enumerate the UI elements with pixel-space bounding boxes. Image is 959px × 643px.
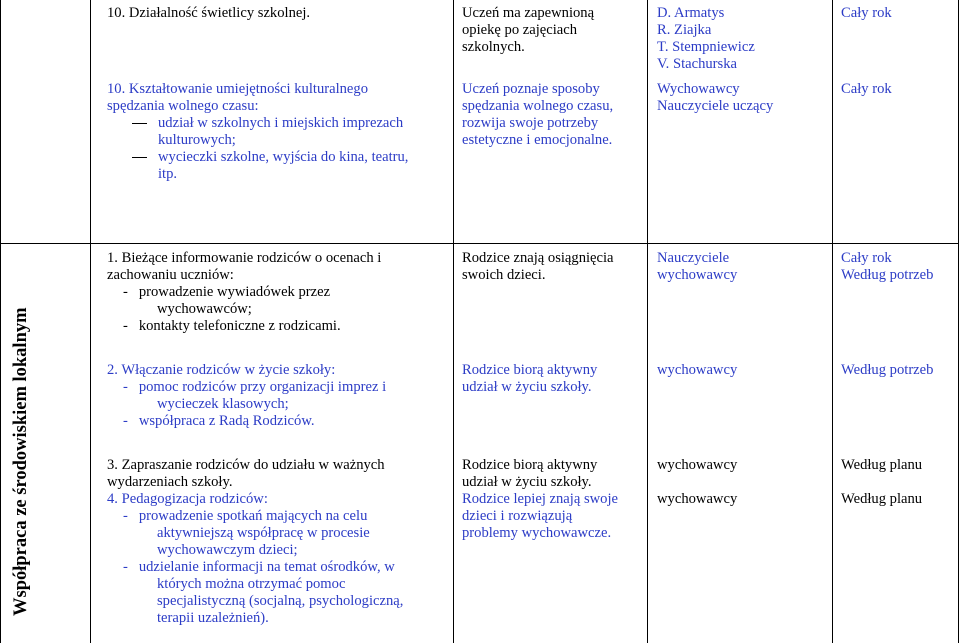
task-cell-item2 bbox=[107, 362, 386, 430]
bullet-line: wychowawców; bbox=[157, 301, 252, 317]
task-line: 3. Zapraszanie rodziców do udziału w ważnych bbox=[107, 457, 385, 473]
responsible-cell-item2 bbox=[657, 362, 737, 379]
outcome-cell-item3 bbox=[462, 457, 597, 491]
outcome-line: Rodzice znają osiągnięcia bbox=[462, 250, 614, 266]
section-label-vertical: Współpraca ze środowiskiem lokalnym bbox=[11, 307, 31, 616]
bullet-line: - prowadzenie wywiadówek przez bbox=[123, 284, 331, 300]
outcome-line: problemy wychowawcze. bbox=[462, 525, 612, 541]
bullet-line: których można otrzymać pomoc bbox=[157, 576, 346, 592]
outcome-line: Rodzice lepiej znają swoje bbox=[462, 491, 619, 507]
responsible-cell-row1 bbox=[657, 5, 755, 73]
term-text: Według planu bbox=[841, 491, 923, 507]
responsible-text: wychowawcy bbox=[657, 362, 738, 378]
task-line: 10. Kształtowanie umiejętności kulturalnego bbox=[107, 81, 368, 97]
outcome-line: udział w życiu szkoły. bbox=[462, 379, 592, 395]
task-line: 1. Bieżące informowanie rodziców o ocenach i bbox=[107, 250, 382, 266]
responsible-line: Nauczyciele bbox=[657, 250, 730, 266]
responsible-line: Wychowawcy bbox=[657, 81, 740, 97]
task-line: wydarzeniach szkoły. bbox=[107, 474, 233, 490]
outcome-line: szkolnych. bbox=[462, 39, 525, 55]
bullet-line: - udzielanie informacji na temat ośrodków, w bbox=[123, 559, 395, 575]
outcome-cell-row2 bbox=[462, 81, 613, 149]
outcome-line: Rodzice biorą aktywny bbox=[462, 457, 598, 473]
bullet-line: wycieczek klasowych; bbox=[157, 396, 289, 412]
responsible-line: Nauczyciele uczący bbox=[657, 98, 774, 114]
responsible-line: wychowawcy bbox=[657, 267, 738, 283]
bullet-line: wychowawczym dzieci; bbox=[157, 542, 298, 558]
outcome-cell-item2 bbox=[462, 362, 597, 396]
bullet-line: kulturowych; bbox=[158, 132, 236, 148]
bullet-line: - kontakty telefoniczne z rodzicami. bbox=[123, 318, 341, 334]
task-cell-row1 bbox=[107, 5, 310, 22]
outcome-line: Rodzice biorą aktywny bbox=[462, 362, 598, 378]
bullet-line: udział w szkolnych i miejskich imprezach bbox=[158, 115, 408, 132]
outcome-line: Uczeń poznaje sposoby bbox=[462, 81, 600, 97]
table-row-separator bbox=[0, 243, 959, 244]
outcome-line: estetyczne i emocjonalne. bbox=[462, 132, 613, 148]
table-border-left bbox=[0, 0, 1, 643]
task-line: 4. Pedagogizacja rodziców: bbox=[107, 491, 268, 507]
task-cell-item1 bbox=[107, 250, 381, 335]
bullet-line: - prowadzenie spotkań mających na celu bbox=[123, 508, 368, 524]
term-text: Cały rok bbox=[841, 5, 892, 21]
term-text: Według planu bbox=[841, 457, 923, 473]
task-cell-row2 bbox=[107, 81, 408, 183]
responsible-cell-item1 bbox=[657, 250, 737, 284]
outcome-cell-row1 bbox=[462, 5, 594, 56]
outcome-line: swoich dzieci. bbox=[462, 267, 546, 283]
outcome-cell-item4 bbox=[462, 491, 618, 542]
bullet-marker: - bbox=[123, 559, 128, 575]
outcome-line: udział w życiu szkoły. bbox=[462, 474, 592, 490]
responsible-cell-row2 bbox=[657, 81, 773, 115]
responsible-line: T. Stempniewicz bbox=[657, 39, 755, 55]
table-border-term bbox=[832, 0, 833, 643]
responsible-text: wychowawcy bbox=[657, 491, 738, 507]
bullet-line: wycieczki szkolne, wyjścia do kina, teatru, bbox=[158, 149, 409, 165]
bullet-marker: - bbox=[123, 508, 128, 524]
term-line: Według potrzeb bbox=[841, 267, 934, 283]
task-line: 2. Włączanie rodziców w życie szkoły: bbox=[107, 362, 336, 378]
term-text: Cały rok bbox=[841, 81, 892, 97]
outcome-line: rozwija swoje potrzeby bbox=[462, 115, 599, 131]
outcome-line: dzieci i rozwiązują bbox=[462, 508, 573, 524]
bullet-marker: - bbox=[123, 318, 128, 334]
responsible-line: R. Ziajka bbox=[657, 22, 712, 38]
term-cell-item1 bbox=[841, 250, 933, 284]
term-cell-row2 bbox=[841, 81, 892, 98]
term-line: Cały rok bbox=[841, 250, 892, 266]
outcome-line: spędzania wolnego czasu, bbox=[462, 98, 614, 114]
term-cell-row1 bbox=[841, 5, 892, 22]
task-line: zachowaniu uczniów: bbox=[107, 267, 234, 283]
bullet-line: terapii uzależnień). bbox=[157, 610, 269, 626]
task-line: spędzania wolnego czasu: bbox=[107, 98, 259, 114]
table-border-outcome bbox=[453, 0, 454, 643]
bullet-marker: - bbox=[123, 379, 128, 395]
term-cell-item3 bbox=[841, 457, 922, 474]
bullet-line: - pomoc rodziców przy organizacji imprez i bbox=[123, 379, 387, 395]
task-text: 10. Działalność świetlicy szkolnej. bbox=[107, 5, 311, 21]
term-cell-item2 bbox=[841, 362, 933, 379]
term-text: Według potrzeb bbox=[841, 362, 934, 378]
term-cell-item4 bbox=[841, 491, 922, 508]
bullet-line: - współpraca z Radą Rodziców. bbox=[123, 413, 315, 429]
task-cell-item4 bbox=[107, 491, 403, 627]
table-border-label bbox=[90, 0, 91, 643]
task-cell-item3 bbox=[107, 457, 385, 491]
responsible-line: D. Armatys bbox=[657, 5, 725, 21]
outcome-line: Uczeń ma zapewnioną bbox=[462, 5, 595, 21]
outcome-cell-item1 bbox=[462, 250, 614, 284]
outcome-line: opiekę po zajęciach bbox=[462, 22, 578, 38]
responsible-text: wychowawcy bbox=[657, 457, 738, 473]
table-border-responsible bbox=[647, 0, 648, 643]
bullet-marker: - bbox=[123, 413, 128, 429]
bullet-line: specjalistyczną (socjalną, psychologiczną, bbox=[157, 593, 404, 609]
responsible-line: V. Stachurska bbox=[657, 56, 737, 72]
bullet-line: aktywniejszą współpracę w procesie bbox=[157, 525, 370, 541]
bullet-line: itp. bbox=[158, 166, 178, 182]
responsible-cell-item4 bbox=[657, 491, 737, 508]
bullet-marker: - bbox=[123, 284, 128, 300]
responsible-cell-item3 bbox=[657, 457, 737, 474]
